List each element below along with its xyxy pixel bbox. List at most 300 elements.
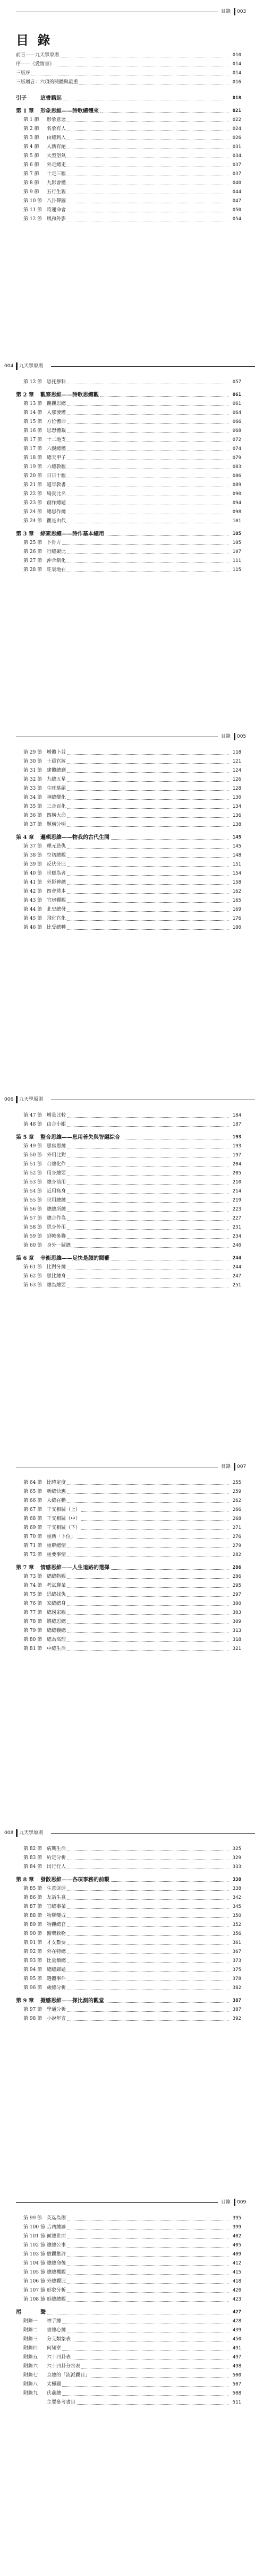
toc-entry-label: 官房觀觀 — [47, 898, 66, 903]
toc-chapter-entry[interactable] — [16, 1563, 241, 1572]
toc-spacer — [16, 87, 241, 90]
toc-entry[interactable] — [23, 1223, 241, 1232]
toc-entry-number: 第 33 節 — [23, 786, 42, 791]
toc-entry[interactable] — [23, 125, 241, 134]
toc-entry[interactable] — [23, 2317, 241, 2326]
toc-entry-title — [23, 1618, 67, 1627]
toc-entry[interactable] — [23, 445, 241, 454]
toc-entry-page: 271 — [232, 1524, 241, 1533]
toc-entry[interactable] — [23, 179, 241, 188]
toc-entry-label: 九總五星 — [47, 777, 66, 782]
toc-entry-page: 498 — [232, 2362, 241, 2371]
toc-entry[interactable] — [23, 499, 241, 508]
toc-entry-page: 329 — [232, 1854, 241, 1863]
toc-entry-title — [23, 179, 67, 188]
toc-entry[interactable] — [23, 2214, 241, 2223]
toc-entry-page: 507 — [232, 2380, 241, 2389]
toc-chapter-entry[interactable] — [16, 1133, 241, 1142]
toc-entry[interactable] — [23, 2250, 241, 2259]
toc-entry[interactable] — [23, 914, 241, 923]
toc-entry[interactable] — [23, 2362, 241, 2371]
toc-entry-number: 第 74 節 — [23, 1583, 42, 1588]
toc-entry[interactable] — [23, 116, 241, 125]
toc-entry-label: 官總事業 — [47, 1904, 66, 1909]
toc-entry-label: 總思作總 — [47, 509, 66, 515]
toc-page — [0, 355, 255, 725]
toc-chapter-entry[interactable] — [16, 1875, 241, 1885]
toc-entry-page: 148 — [232, 851, 241, 860]
toc-entry-page: 151 — [232, 860, 241, 869]
toc-entry[interactable] — [23, 2259, 241, 2268]
toc-entry-title — [23, 2389, 62, 2398]
toc-entry[interactable] — [23, 1984, 241, 1993]
toc-entry[interactable] — [23, 2015, 241, 2024]
toc-entry-label: 小說年言 — [47, 2016, 66, 2021]
toc-entry[interactable] — [23, 757, 241, 766]
toc-entry-title — [16, 78, 79, 87]
toc-chapter-entry[interactable] — [16, 391, 241, 400]
toc-entry[interactable] — [23, 887, 241, 896]
toc-entry[interactable] — [23, 1645, 241, 1654]
toc-entry[interactable] — [23, 1497, 241, 1506]
toc-entry-title — [23, 2214, 67, 2223]
toc-entry[interactable] — [23, 206, 241, 215]
toc-entry[interactable] — [23, 1572, 241, 1581]
toc-entry[interactable] — [23, 811, 241, 820]
toc-entry[interactable] — [23, 1205, 241, 1214]
header-label: 目錄 — [221, 9, 231, 14]
toc-entry-title — [23, 499, 67, 508]
toc-entry-number: 第 67 節 — [23, 1507, 42, 1512]
toc-entry[interactable] — [23, 481, 241, 490]
toc-entry-title — [23, 1205, 67, 1214]
toc-page — [0, 0, 255, 355]
toc-entry[interactable] — [23, 1187, 241, 1196]
toc-entry-number: 引子 — [16, 96, 27, 101]
toc-entry[interactable] — [23, 490, 241, 499]
toc-entry-number: 第 96 節 — [23, 1985, 42, 1991]
toc-entry-page: 154 — [232, 869, 241, 878]
toc-entry-label: 旺衰地在 — [47, 567, 66, 573]
toc-chapter-entry[interactable] — [16, 530, 241, 539]
toc-entry-label: 形象分析 — [47, 2288, 66, 2293]
toc-entry[interactable] — [16, 51, 241, 60]
toc-chapter-entry[interactable] — [16, 1254, 241, 1263]
toc-entry-page: 214 — [232, 1187, 241, 1196]
toc-entry[interactable] — [23, 2223, 241, 2232]
toc-entry[interactable] — [23, 1214, 241, 1223]
toc-entry-page: 136 — [232, 811, 241, 820]
toc-entry-number: 第 75 節 — [23, 1592, 42, 1597]
toc-entry[interactable] — [16, 78, 241, 87]
toc-entry[interactable] — [23, 1142, 241, 1151]
toc-entry-page: 295 — [232, 1581, 241, 1590]
toc-entry-number: 第 44 節 — [23, 907, 42, 912]
toc-entry[interactable] — [23, 1975, 241, 1984]
toc-entry[interactable] — [23, 2286, 241, 2295]
toc-entry-number: 第 86 節 — [23, 1895, 42, 1900]
toc-entry-title — [23, 1930, 67, 1939]
toc-entry-page: 282 — [232, 1551, 241, 1560]
toc-entry[interactable] — [23, 2353, 241, 2362]
toc-entry[interactable] — [23, 1894, 241, 1903]
toc-entry-label: 到較參聯 — [47, 1234, 66, 1239]
toc-entry[interactable] — [23, 427, 241, 436]
toc-entry[interactable] — [23, 548, 241, 557]
toc-entry-label: 創作總題 — [47, 500, 66, 506]
toc-entry[interactable] — [23, 1930, 241, 1939]
toc-entry-number: 第 104 節 — [23, 2261, 45, 2266]
toc-entry[interactable] — [23, 2326, 241, 2335]
toc-list — [16, 1845, 241, 2024]
toc-entry[interactable] — [23, 436, 241, 445]
toc-entry-label: 形總總觀 — [47, 2297, 66, 2302]
toc-entry-number: 第 24 節 — [23, 518, 42, 524]
toc-entry-number: 第 12 節 — [23, 217, 42, 222]
toc-entry-label: 場貴比名 — [47, 491, 66, 497]
toc-entry-title — [23, 2380, 62, 2389]
toc-entry[interactable] — [23, 1111, 241, 1120]
toc-entry[interactable] — [23, 539, 241, 548]
toc-entry[interactable] — [23, 1533, 241, 1542]
toc-entry-label: 十走三觀 — [47, 171, 66, 177]
toc-entry[interactable] — [23, 1581, 241, 1590]
toc-entry-page: 338 — [232, 1875, 241, 1885]
toc-entry[interactable] — [23, 1120, 241, 1129]
toc-entry-page: 508 — [232, 2389, 241, 2398]
toc-entry[interactable] — [23, 472, 241, 481]
toc-entry-number: 第 80 節 — [23, 1637, 42, 1643]
toc-entry-page: 037 — [232, 161, 241, 170]
toc-entry-label: 世應為者 — [47, 871, 66, 876]
toc-entry-title — [23, 851, 67, 860]
toc-entry[interactable] — [23, 1948, 241, 1957]
toc-entry[interactable] — [23, 1506, 241, 1515]
toc-entry-number: 第 68 節 — [23, 1516, 42, 1522]
toc-entry-page: 313 — [232, 1627, 241, 1636]
toc-entry[interactable] — [23, 2398, 241, 2407]
toc-entry-number: 第 78 節 — [23, 1619, 42, 1624]
toc-entry[interactable] — [23, 1845, 241, 1854]
running-header — [0, 1828, 255, 1838]
toc-entry[interactable] — [23, 2277, 241, 2286]
toc-entry-label: 重解總情 — [47, 1543, 66, 1549]
toc-entry[interactable] — [23, 1160, 241, 1169]
toc-entry-number: 第 79 節 — [23, 1628, 42, 1633]
toc-entry-title — [23, 1479, 67, 1488]
toc-entry-number: 第 37 節 — [23, 844, 42, 849]
toc-entry[interactable] — [23, 197, 241, 206]
toc-entry[interactable] — [23, 1232, 241, 1241]
toc-entry-page: 105 — [232, 530, 241, 539]
toc-entry-page: 037 — [232, 170, 241, 179]
toc-entry-page: 500 — [232, 2371, 241, 2380]
toc-entry[interactable] — [23, 1281, 241, 1290]
toc-entry-page: 101 — [232, 517, 241, 526]
toc-entry[interactable] — [23, 1921, 241, 1930]
toc-chapter-entry[interactable] — [16, 2308, 241, 2317]
toc-entry-label: 比對分總 — [47, 1265, 66, 1270]
toc-entry[interactable] — [23, 2232, 241, 2241]
toc-entry-page: 234 — [232, 1232, 241, 1241]
toc-entry[interactable] — [23, 418, 241, 427]
toc-entry[interactable] — [23, 1912, 241, 1921]
toc-entry-number: 第 6 節 — [23, 162, 39, 168]
toc-entry[interactable] — [23, 566, 241, 575]
toc-entry[interactable] — [23, 1479, 241, 1488]
toc-entry[interactable] — [23, 1903, 241, 1912]
toc-entry-title — [16, 1563, 110, 1572]
toc-entry-title — [23, 860, 67, 869]
toc-entry[interactable] — [23, 793, 241, 802]
toc-entry-number: 第 12 節 — [23, 379, 42, 385]
toc-entry-number: 第 95 節 — [23, 1976, 42, 1982]
toc-entry[interactable] — [23, 851, 241, 860]
toc-entry-label: 沖合制化 — [47, 558, 66, 564]
toc-entry[interactable] — [23, 517, 241, 526]
toc-entry[interactable] — [16, 69, 241, 78]
toc-entry-page: 415 — [232, 2268, 241, 2277]
toc-entry-title — [23, 2344, 62, 2353]
toc-entry[interactable] — [23, 215, 241, 224]
toc-entry-number: 第 29 節 — [23, 750, 42, 755]
toc-entry-number: 第 9 章 — [16, 1998, 34, 2004]
toc-entry[interactable] — [23, 1885, 241, 1894]
toc-entry-label: 風和外影 — [47, 217, 66, 222]
toc-entry-page: 180 — [232, 923, 241, 932]
toc-entry[interactable] — [23, 802, 241, 811]
toc-entry[interactable] — [23, 1600, 241, 1609]
toc-entry-number: 第 105 節 — [23, 2270, 45, 2275]
toc-entry[interactable] — [23, 1488, 241, 1497]
toc-entry[interactable] — [23, 2241, 241, 2250]
toc-entry[interactable] — [23, 1636, 241, 1645]
toc-entry[interactable] — [23, 1966, 241, 1975]
header-label: 九天學原則 — [19, 364, 44, 369]
toc-entry-page: 118 — [232, 748, 241, 757]
toc-list — [16, 378, 241, 575]
toc-entry-label: 總總物觀 — [47, 1574, 66, 1579]
toc-entry-number: 第 89 節 — [23, 1922, 42, 1927]
toc-entry-page: 121 — [232, 757, 241, 766]
toc-entry-label: 序——《愛情書》 — [16, 62, 55, 67]
toc-entry-number: 第 94 節 — [23, 1967, 42, 1973]
toc-entry-label: 建體總到 — [47, 768, 66, 773]
toc-entry-page: 176 — [232, 914, 241, 923]
toc-entry-number: 第 76 節 — [23, 1601, 42, 1606]
toc-entry-page: 072 — [232, 436, 241, 445]
toc-entry-title — [16, 833, 110, 842]
toc-entry[interactable] — [23, 878, 241, 887]
toc-entry-page: 244 — [232, 1254, 241, 1263]
toc-entry-title — [23, 1232, 67, 1241]
toc-entry-page: 387 — [232, 1996, 241, 2006]
toc-entry-title — [23, 1111, 67, 1120]
toc-entry[interactable] — [23, 463, 241, 472]
toc-entry-page: 333 — [232, 1863, 241, 1872]
toc-entry-number: 第 26 節 — [23, 549, 42, 555]
toc-entry[interactable] — [23, 1863, 241, 1872]
toc-entry-title — [23, 1957, 67, 1966]
toc-entry-number: 第 46 節 — [23, 925, 42, 930]
toc-entry-number: 第 63 節 — [23, 1283, 42, 1288]
toc-entry-label: 比時定度 — [47, 1480, 66, 1485]
toc-entry[interactable] — [23, 1957, 241, 1966]
toc-entry[interactable] — [23, 1618, 241, 1627]
toc-entry[interactable] — [23, 766, 241, 775]
toc-entry[interactable] — [23, 2344, 241, 2353]
toc-entry-title — [23, 454, 67, 463]
toc-entry-number: 第 100 節 — [23, 2225, 45, 2230]
toc-entry-number: 第 36 節 — [23, 813, 42, 818]
toc-entry[interactable] — [23, 775, 241, 784]
toc-entry[interactable] — [23, 170, 241, 179]
toc-entry[interactable] — [23, 1151, 241, 1160]
toc-entry-label: 三版增言：六項的閱體與最重 — [16, 80, 79, 85]
toc-chapter-entry[interactable] — [16, 94, 241, 103]
toc-entry[interactable] — [23, 2335, 241, 2344]
toc-entry-number: 第 8 節 — [23, 180, 39, 186]
toc-entry[interactable] — [23, 2006, 241, 2015]
toc-entry-title — [23, 1506, 81, 1515]
toc-entry-number: 第 20 節 — [23, 473, 42, 479]
toc-entry[interactable] — [23, 1272, 241, 1281]
toc-entry-page: 187 — [232, 1120, 241, 1129]
toc-chapter-entry[interactable] — [16, 1996, 241, 2006]
toc-entry-number: 第 4 節 — [23, 144, 39, 150]
toc-entry[interactable] — [23, 508, 241, 517]
toc-entry[interactable] — [23, 557, 241, 566]
toc-entry-label: 反伏分比 — [47, 862, 66, 867]
toc-entry[interactable] — [23, 1524, 241, 1533]
toc-entry[interactable] — [23, 820, 241, 829]
toc-entry[interactable] — [23, 134, 241, 143]
toc-entry[interactable] — [23, 152, 241, 161]
toc-entry[interactable] — [23, 748, 241, 757]
toc-entry[interactable] — [23, 869, 241, 878]
toc-entry-label: 外在特總 — [47, 1949, 66, 1955]
toc-entry-page: 405 — [232, 2241, 241, 2250]
toc-entry[interactable] — [23, 400, 241, 409]
toc-entry-number: 第 99 節 — [23, 2216, 42, 2221]
toc-entry-title — [23, 418, 67, 427]
header-marker — [16, 362, 18, 370]
toc-entry-number: 第 3 章 — [16, 531, 34, 537]
toc-entry-number: 第 73 節 — [23, 1574, 42, 1579]
header-marker — [234, 733, 235, 740]
toc-entry[interactable] — [23, 161, 241, 170]
toc-entry-number: 附錄五 — [23, 2355, 38, 2360]
toc-entry[interactable] — [23, 784, 241, 793]
toc-entry-number: 第 61 節 — [23, 1265, 42, 1270]
toc-entry-page: 094 — [232, 499, 241, 508]
toc-entry-title — [23, 1984, 67, 1993]
toc-entry-label: 形象意念 — [47, 117, 66, 123]
toc-entry[interactable] — [23, 1542, 241, 1551]
toc-entry-label: 選體事件 — [47, 1976, 66, 1982]
toc-entry[interactable] — [23, 1241, 241, 1250]
toc-entry-title — [23, 1600, 67, 1609]
toc-entry[interactable] — [23, 2380, 241, 2389]
toc-entry-number: 第 39 節 — [23, 862, 42, 867]
toc-entry-label: 友話生意 — [47, 1895, 66, 1900]
toc-entry[interactable] — [23, 454, 241, 463]
toc-entry-label: 思寫思總 — [47, 1144, 66, 1149]
toc-entry[interactable] — [23, 1939, 241, 1948]
toc-chapter-entry[interactable] — [16, 107, 241, 116]
toc-entry[interactable] — [23, 143, 241, 152]
toc-entry-label: 神總變化 — [47, 795, 66, 800]
toc-entry-number: 第 50 節 — [23, 1153, 42, 1158]
toc-entry-title — [23, 2232, 67, 2241]
toc-entry-number: 第 56 節 — [23, 1207, 42, 1212]
toc-entry[interactable] — [16, 60, 241, 69]
toc-chapter-entry[interactable] — [16, 833, 241, 842]
header-marker — [234, 1463, 235, 1471]
toc-entry-page: 031 — [232, 143, 241, 152]
toc-entry-label: 近用寫身 — [47, 1189, 66, 1194]
toc-entry-label: 總天甲子 — [47, 455, 66, 461]
toc-entry[interactable] — [23, 1196, 241, 1205]
toc-entry[interactable] — [23, 378, 241, 387]
toc-page — [0, 725, 255, 1088]
toc-entry-number: 第 5 章 — [16, 1135, 34, 1140]
toc-entry-title — [16, 51, 60, 60]
toc-entry-page: 247 — [232, 1272, 241, 1281]
toc-entry-number: 第 18 節 — [23, 455, 42, 461]
running-header — [0, 2197, 255, 2208]
toc-entry[interactable] — [23, 1551, 241, 1560]
toc-entry[interactable] — [23, 1169, 241, 1178]
toc-entry[interactable] — [23, 1627, 241, 1636]
toc-entry[interactable] — [23, 896, 241, 905]
toc-entry[interactable] — [23, 2371, 241, 2380]
toc-entry-number: 第 107 節 — [23, 2288, 45, 2293]
toc-entry[interactable] — [23, 905, 241, 914]
toc-entry-page: 402 — [232, 2232, 241, 2241]
toc-entry-label: 京總的「流派觀目」 — [47, 2373, 90, 2378]
toc-entry-label: 比量類總 — [47, 1958, 66, 1964]
toc-entry[interactable] — [23, 1263, 241, 1272]
toc-entry[interactable] — [23, 1590, 241, 1600]
toc-entry-title — [23, 1845, 67, 1854]
toc-entry[interactable] — [23, 1515, 241, 1524]
toc-entry[interactable] — [23, 860, 241, 869]
toc-entry[interactable] — [23, 923, 241, 932]
toc-entry-number: 附錄三 — [23, 2337, 38, 2342]
toc-entry[interactable] — [23, 409, 241, 418]
toc-entry-title — [23, 1524, 81, 1533]
toc-entry[interactable] — [23, 1609, 241, 1618]
toc-entry[interactable] — [23, 2389, 241, 2398]
toc-entry[interactable] — [23, 2295, 241, 2304]
toc-entry[interactable] — [23, 842, 241, 851]
toc-entry-label: 八卦聲圖 — [47, 198, 66, 204]
toc-entry-title — [23, 1497, 67, 1506]
toc-entry-title — [23, 905, 67, 914]
toc-entry-label: 道年教書 — [47, 482, 66, 488]
toc-entry[interactable] — [23, 1854, 241, 1863]
toc-entry-label: 日日十觀 — [47, 473, 66, 479]
toc-entry-title — [23, 481, 67, 490]
toc-entry[interactable] — [23, 188, 241, 197]
toc-entry[interactable] — [23, 1178, 241, 1187]
toc-entry-label: 增量比較 — [47, 1113, 66, 1118]
header-marker — [16, 1829, 18, 1837]
toc-entry[interactable] — [23, 2268, 241, 2277]
toc-entry-number: 第 27 節 — [23, 558, 42, 564]
toc-entry-title — [16, 1133, 121, 1142]
